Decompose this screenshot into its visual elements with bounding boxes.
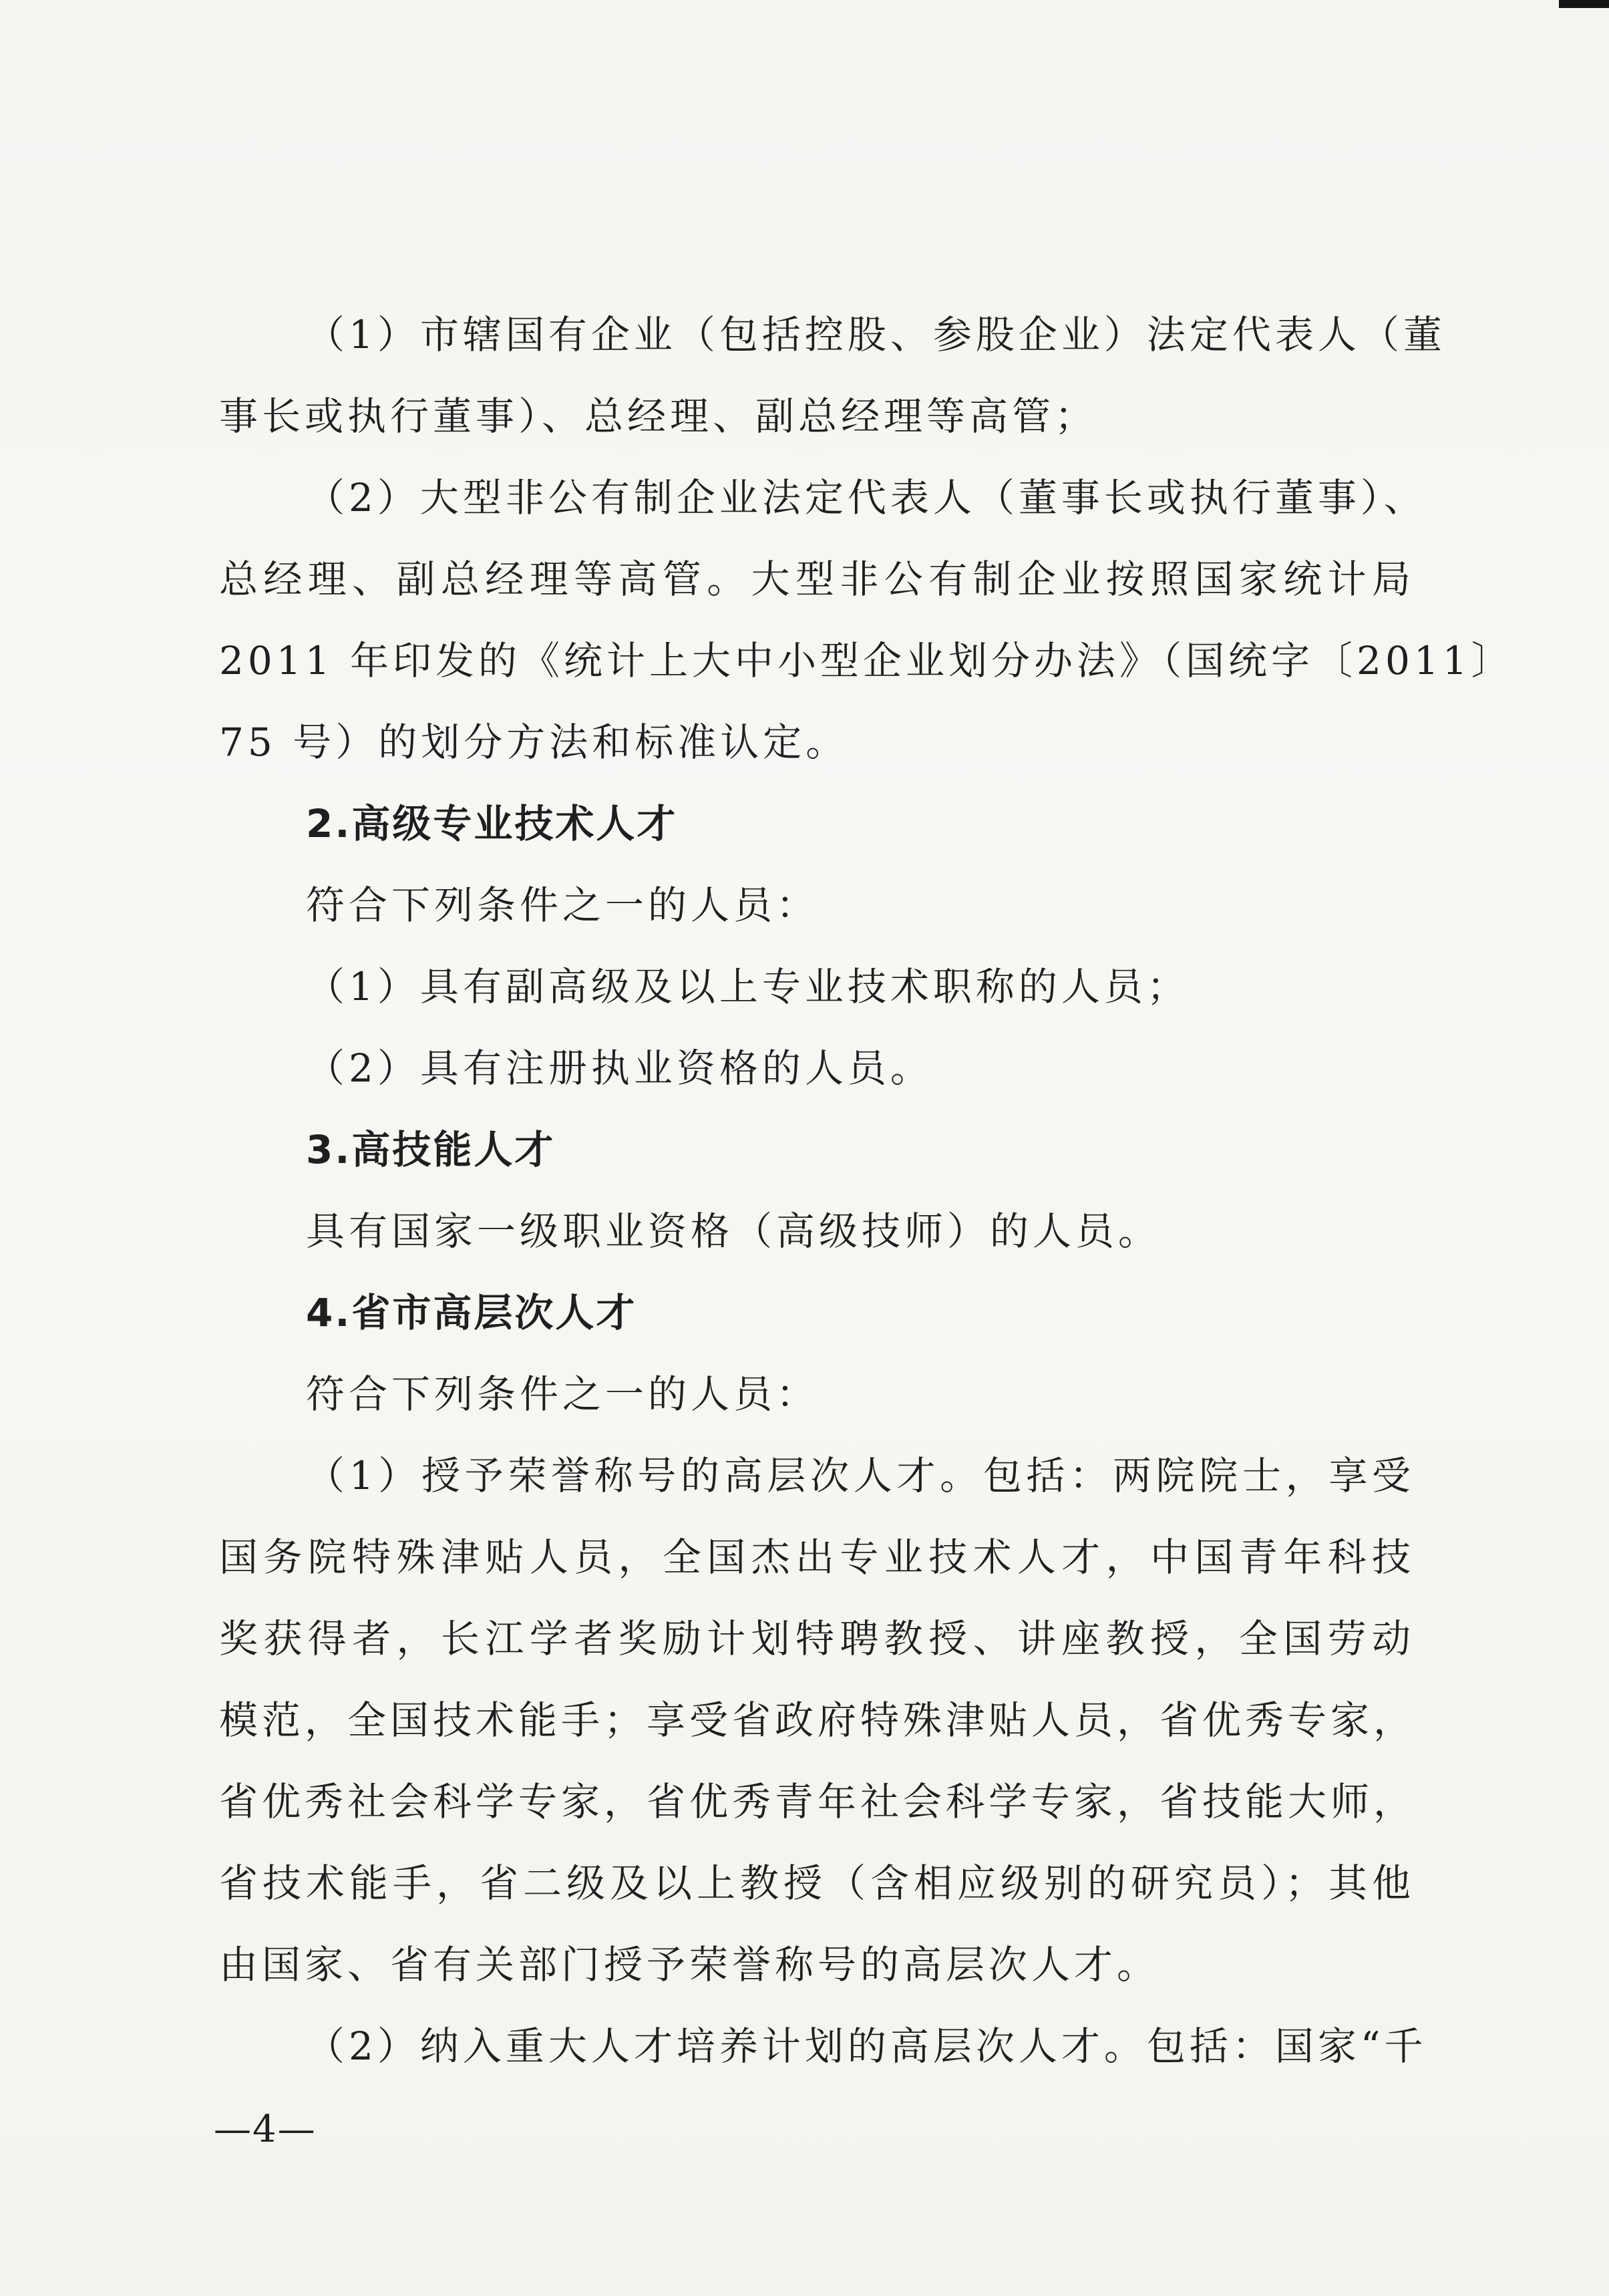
paragraph-line: 奖获得者，长江学者奖励计划特聘教授、讲座教授，全国劳动 <box>219 1616 1415 1661</box>
paragraph-line: 总经理、副总经理等高管。大型非公有制企业按照国家统计局 <box>219 556 1415 602</box>
paragraph-line: 75 号）的划分方法和标准认定。 <box>219 719 849 765</box>
paragraph-line: 省技术能手，省二级及以上教授（含相应级别的研究员）；其他 <box>219 1860 1415 1906</box>
paragraph-line: 具有国家一级职业资格（高级技师）的人员。 <box>306 1208 1161 1254</box>
paragraph-line: （1）授予荣誉称号的高层次人才。包括：两院院士，享受 <box>306 1453 1415 1498</box>
document-body <box>219 294 1514 2087</box>
paragraph-line: （2）大型非公有制企业法定代表人（董事长或执行董事）、 <box>306 475 1427 520</box>
paragraph-line: 符合下列条件之一的人员： <box>306 882 820 928</box>
page-number: —4— <box>214 2108 317 2151</box>
paragraph-line: 省优秀社会科学专家，省优秀青年社会科学专家，省技能大师， <box>219 1779 1417 1824</box>
paragraph-line: （1）市辖国有企业（包括控股、参股企业）法定代表人（董 <box>306 312 1446 357</box>
paragraph-line: 由国家、省有关部门授予荣誉称号的高层次人才。 <box>219 1942 1160 1987</box>
section-heading: 2.高级专业技术人才 <box>306 801 678 846</box>
paragraph-line: 符合下列条件之一的人员： <box>306 1371 820 1417</box>
paragraph-line: 2011 年印发的《统计上大中小型企业划分办法》（国统字〔2011〕 <box>219 638 1514 683</box>
paragraph-line: （1）具有副高级及以上专业技术职称的人员； <box>306 964 1190 1009</box>
paragraph-line: 国务院特殊津贴人员，全国杰出专业技术人才，中国青年科技 <box>219 1534 1415 1580</box>
paragraph-line: （2）具有注册执业资格的人员。 <box>306 1045 933 1091</box>
scan-edge-mark <box>1559 0 1609 8</box>
section-heading: 3.高技能人才 <box>306 1127 556 1172</box>
paragraph-line: 事长或执行董事）、总经理、副总经理等高管； <box>219 393 1098 439</box>
section-heading: 4.省市高层次人才 <box>306 1290 637 1335</box>
paragraph-line: 模范，全国技术能手；享受省政府特殊津贴人员，省优秀专家， <box>219 1697 1417 1743</box>
paragraph-line: （2）纳入重大人才培养计划的高层次人才。包括：国家“千 <box>306 2023 1427 2069</box>
